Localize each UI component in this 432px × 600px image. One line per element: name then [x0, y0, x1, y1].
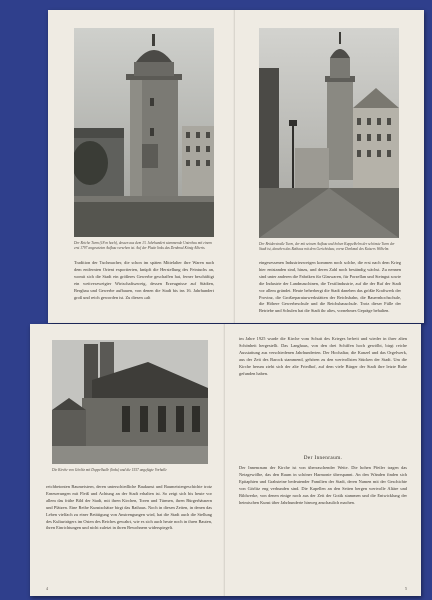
brueder-turm-photo — [259, 28, 399, 238]
bottom-left-page — [30, 324, 225, 596]
bottom-left-body-text: reichbetonten Baumeistern, deren unterschiedliche Baukunst und Baumeistergeschichte trotz Erneuerungen mit Fleiß und Achtung an der Stadt erhalten ist. So zeigt sich bis heute vor allem das frühe Bild der Stadt, mit ihren Kirchen, Toren und Türmen, ihren Bürgerhäusern und Plätzen. Eine Reihe Kunstschätze birgt das Rathaus. Noch in diesen Zeiten, in denen das Leben vielfach zu einer Betätigung von Anstrengungen wird, hat die Stadt auch die Stellung des Kulturträgers im Osten des Reiches gewahrt, wie es sich auch heute noch in ihren Bauten, ihren Einrichtungen und nicht zuletzt in ihren Bewohnern widerspiegelt. — [46, 484, 212, 531]
reicher-turm-photo — [74, 28, 214, 237]
bottom-right-page — [225, 324, 421, 596]
bottom-right-page-number: 5 — [405, 586, 407, 591]
church-illustration — [52, 340, 208, 464]
bottom-right-body-top: im Jahre 1925 wurde die Kirche vom Schutt des Krieges befreit und wieder in ihrer alten Schönheit hergestellt. Das Langhaus, von den drei Schiffen hoch gewölbt, birgt reiche Ausstattung aus verschiedenen Jahrhunderten. Der Hochaltar, die Kanzel und das Orgelwerk, aus der Zeit des Barock stammend, gehören zu den wertvollsten Stücken der Stadt. Um die Kirche herum zieht sich der alte Friedhof, auf dem viele Bürger der Stadt ihre letzte Ruhe gefunden haben. — [239, 336, 407, 376]
top-brochure-spread — [48, 10, 424, 323]
bottom-left-caption: Die Kirche von Görlitz mit Doppelhalle (links) und die 1557 angefügte Vorhalle — [52, 468, 167, 472]
section-heading: Der Innenraum. — [303, 455, 343, 461]
top-left-caption: Der Reiche Turm (18 m hoch), dessen aus dem 13. Jahrhundert stammende Unterbau mit einem erst 1797 angesetzten Aufbau versehen ist. Auf der Platte links das Denkmal König Alberts. — [74, 241, 212, 250]
top-right-caption: Der Brüderstraße Turm, der mit seinem Aufbau und hohen Kuppelhelm der schönste Turm der Stadt ist, daneben das Rathaus mit dem Gerichtsbau, vorne Denkmal des Kaisers Wilhelm. — [259, 242, 395, 251]
bottom-left-page-number: 4 — [46, 586, 48, 591]
top-left-body-text: Tradition der Tuchmacher, die schon im späten Mittelalter ihre Waren nach dem entfernten Orient exportierten, knüpft die Herstellung des Feintuchs an, womit sich die Stadt ein größeres Gewerbe geschaffen hat, ferner beschäftigt ein weitverzweigter Wirtschaftszweig, dessen Erzeugnisse auf Städten, Bergbau und Gewerbe aufbauen, von denen die Stadt bis ins 16. Jahrhundert groß und reich geworden ist. Zu diesen »alt — [74, 260, 214, 300]
tower-square-illustration — [259, 28, 399, 238]
top-left-page — [48, 10, 235, 323]
church-photo — [52, 340, 208, 464]
tower-street-illustration — [74, 28, 214, 237]
bottom-brochure-spread — [30, 324, 421, 596]
top-right-page — [235, 10, 424, 323]
bottom-right-body-bottom: Der Innenraum der Kirche ist von überraschender Weite. Die hohen Pfeiler tragen das Netzgewölbe, das den Raum in schöner Harmonie überspannt. An den Wänden finden sich Epitaphien und Grabsteine bedeutender Familien der Stadt, deren Namen mit der Geschichte von Görlitz eng verbunden sind. Die Kapellen an den Seiten bergen wertvolle Altäre und Bildwerke, von denen einige noch aus der Zeit der Gotik stammen und die Entwicklung der heimischen Kunst über Jahrhunderte hinweg anschaulich machen. — [239, 465, 407, 505]
top-right-body-text: eingesessenen Industriezweigen kommen noch solche, die erst nach dem Krieg hier entstanden sind, hinzu, und deren Zahl noch beständig wächst. Zu nennen sind unter anderen die Fabriken für Glaswaren, für Porzellan und Steingut sowie die Industrie der Landmaschinen, die Textilindustrie, auf die der Ruf der Stadt vor allem gründet. Heute beherbergt die Stadt daneben das größte Kraftwerk der Provinz, die Großreparaturwerkstätten der Reichsbahn, die Bauernhochschule, die Höhere Gewerbeschule und die Reichsbauschule. Trotz dieser Fülle der Betriebe und Schulen hat die Stadt ihr altes, vornehmes Gepräge behalten. — [259, 260, 401, 314]
